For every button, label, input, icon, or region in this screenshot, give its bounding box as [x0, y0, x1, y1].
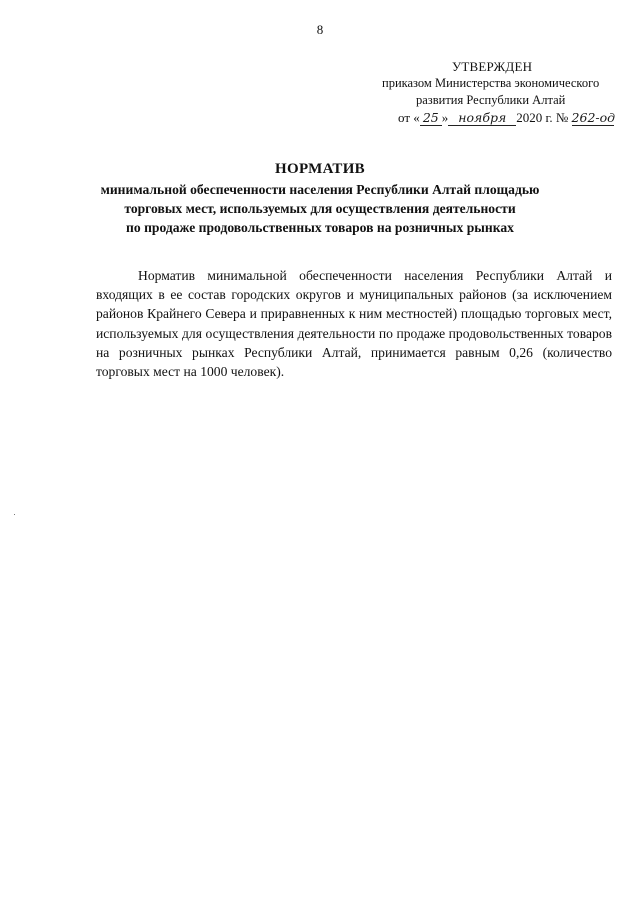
approval-date-line — [330, 109, 616, 126]
title-subline-2: торговых мест, используемых для осуществления деятельности — [124, 201, 516, 216]
date-day-close: » — [441, 110, 449, 125]
scan-speck — [14, 514, 15, 515]
handwritten-order-number: 262-од — [571, 110, 616, 125]
title-subline-3: по продаже продовольственных товаров на розничных рынках — [126, 220, 514, 235]
page-number: 8 — [316, 22, 324, 37]
document-title — [60, 158, 580, 237]
title-main: НОРМАТИВ — [275, 161, 365, 177]
approval-order-line: приказом Министерства экономического — [382, 76, 600, 90]
approval-heading: УТВЕРЖДЕН — [452, 59, 533, 74]
date-year: 2020 г. № — [516, 110, 569, 125]
body-paragraph: Норматив минимальной обеспеченности населения Республики Алтай и входящих в ее состав городских округов и муниципальных районов (за исключением районов Крайнего Севера и приравненных к ним местностей) площадью торговых мест, используемых для осуществления деятельности по продаже продовольственных товаров на розничных рынках Республики Алтай, принимается равным 0,26 (количество торговых мест на 1000 человек). — [96, 268, 612, 380]
approval-ministry-line: развития Республики Алтай — [416, 93, 566, 107]
title-subline-1: минимальной обеспеченности населения Республики Алтай площадью — [100, 182, 540, 197]
date-prefix: от « — [398, 110, 420, 125]
handwritten-month: ноября — [448, 111, 516, 126]
approval-block — [330, 58, 616, 126]
handwritten-day: 25 — [420, 111, 442, 126]
